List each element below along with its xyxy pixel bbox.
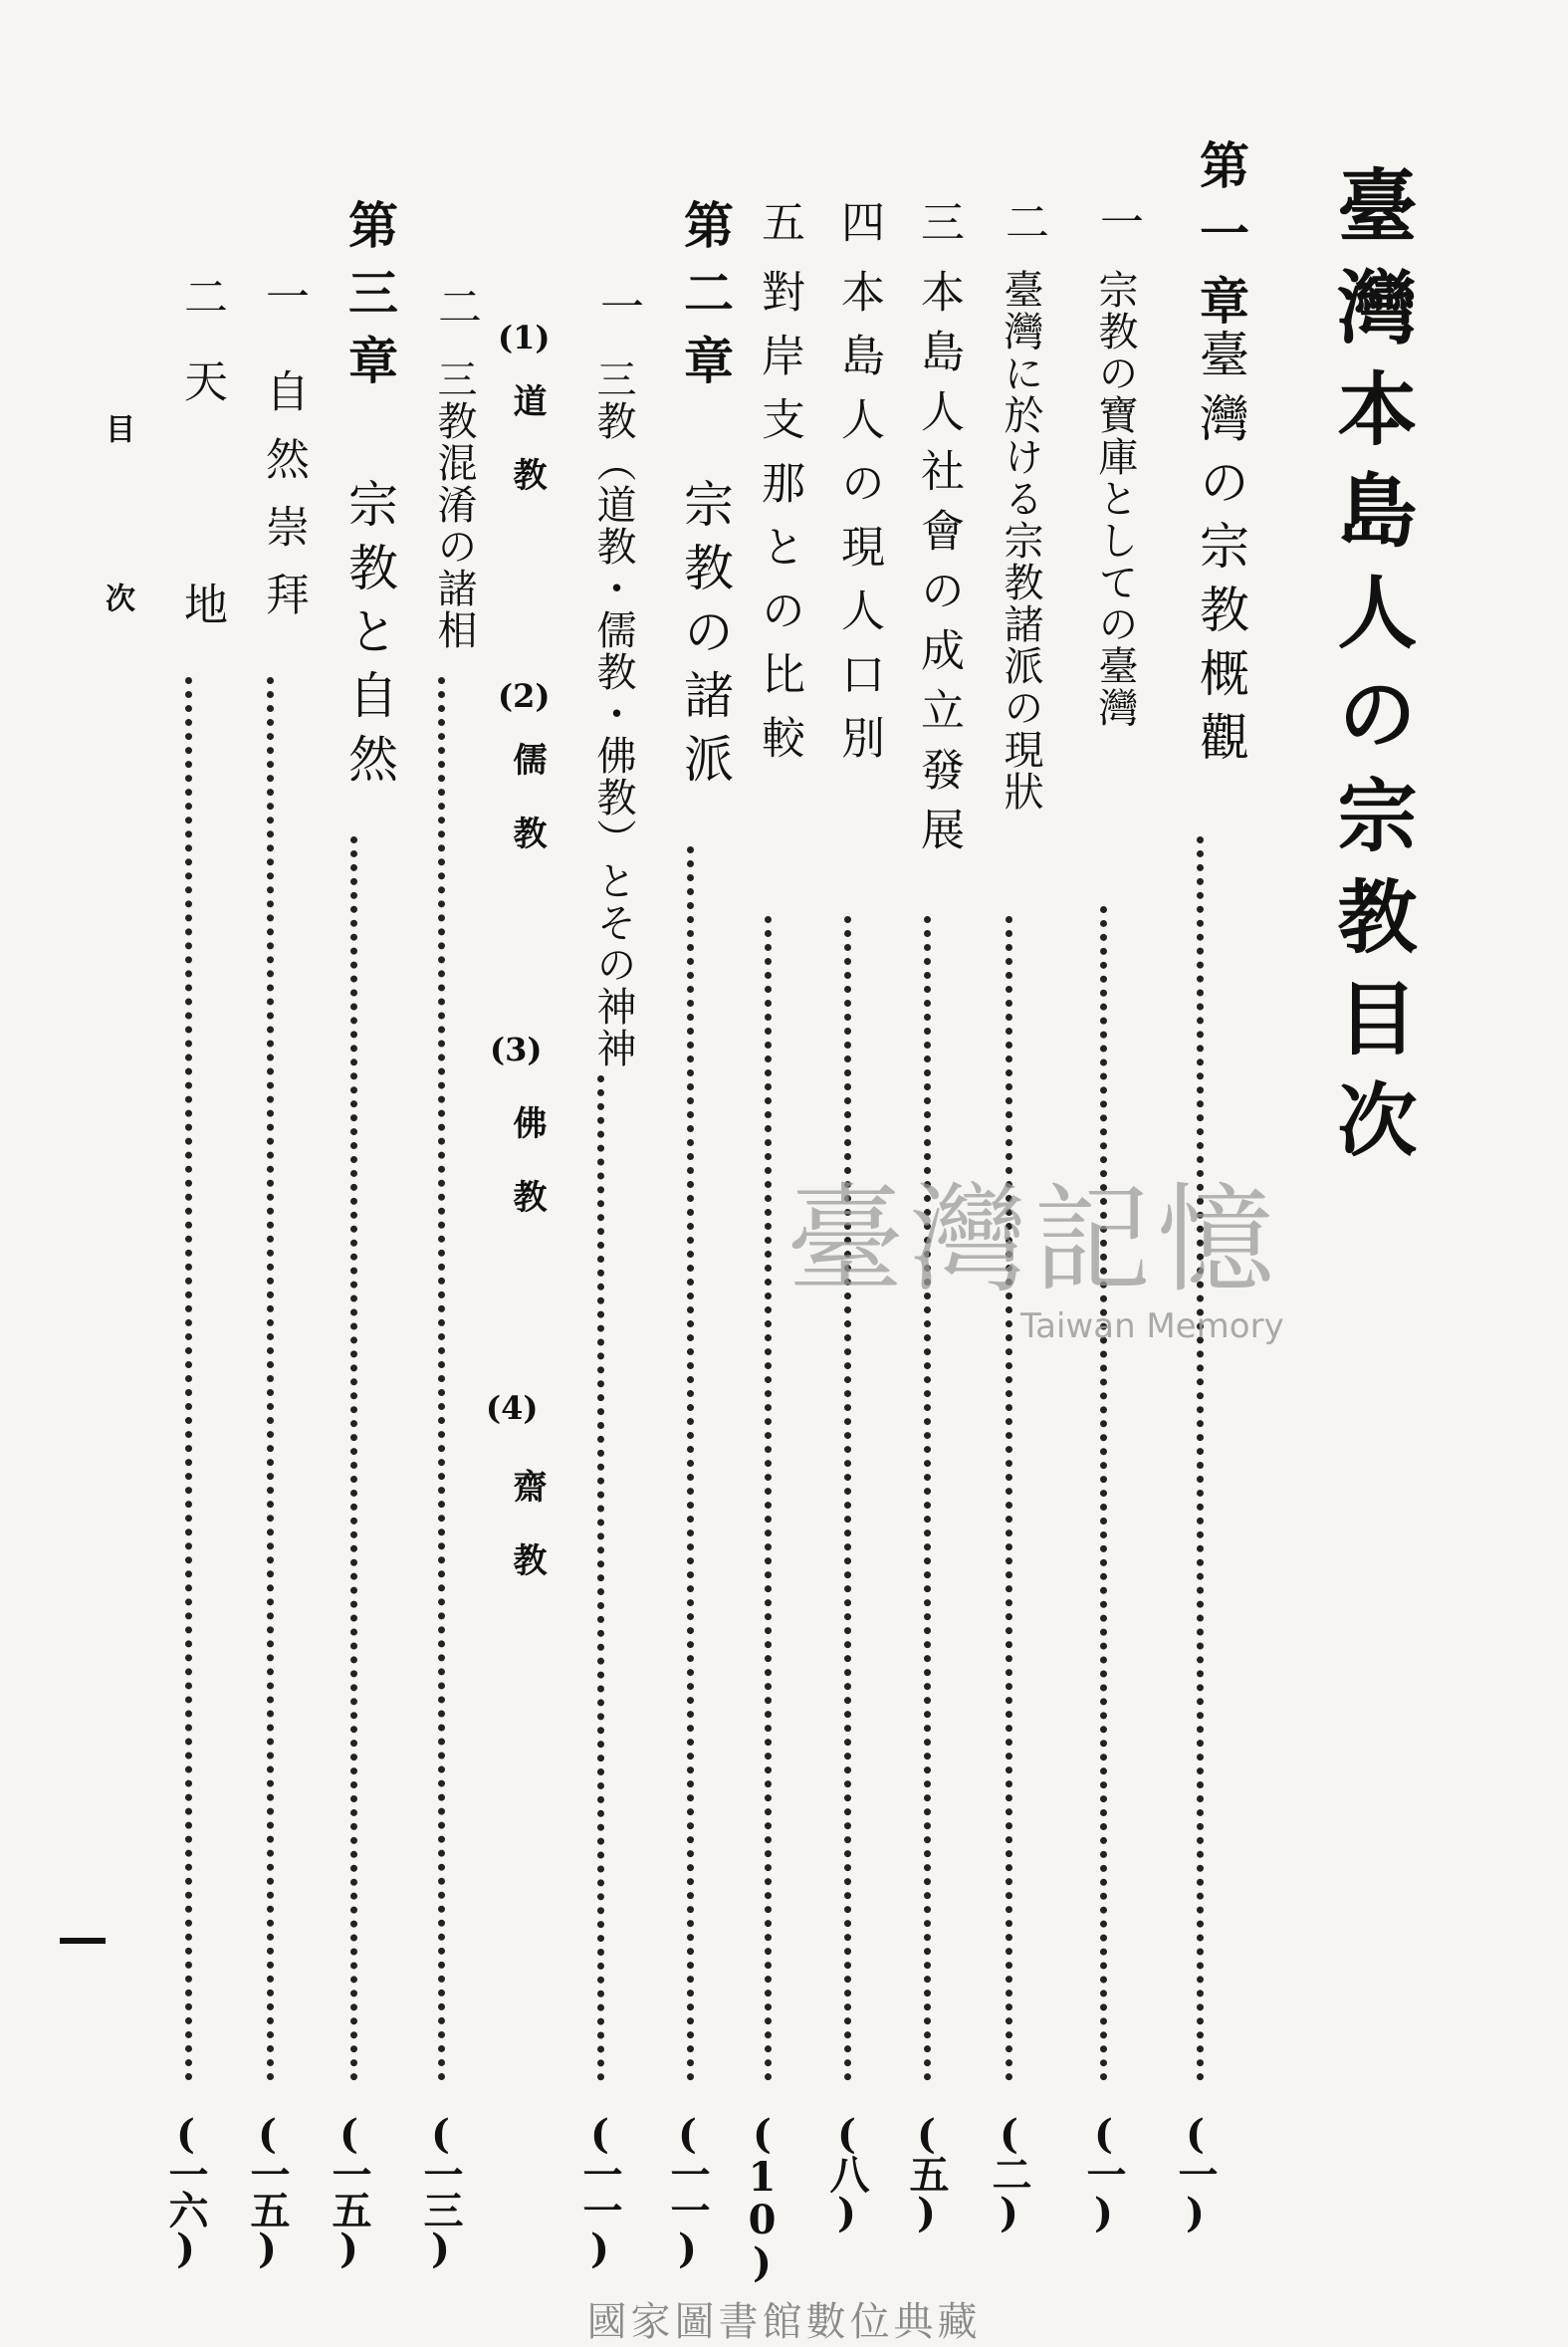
section-number: 二	[998, 199, 1048, 255]
folio-mark	[60, 1938, 106, 1944]
leader-dots	[350, 836, 357, 2081]
watermark-cjk: 臺灣記憶	[786, 1171, 1281, 1308]
subsection-number: (1)	[498, 319, 551, 356]
section-title: 天地	[176, 358, 227, 805]
leader-dots	[1197, 836, 1204, 2081]
chapter-3-page: (一五)	[326, 2111, 372, 2268]
section-page: (八)	[823, 2111, 870, 2232]
chapter-2-number: 第二章	[676, 199, 735, 402]
section-page: (一)	[1080, 2111, 1127, 2232]
section-title: 對岸支那との比較	[754, 269, 804, 779]
chapter-1-number: 第一章	[1192, 139, 1250, 343]
section-page: (一六)	[162, 2111, 209, 2268]
subsection-title: 儒教	[507, 742, 547, 889]
subsection-number: (3)	[490, 1031, 543, 1068]
section-number: 四	[833, 199, 884, 255]
leader-dots	[185, 677, 192, 2081]
subsection-number: (4)	[486, 1389, 539, 1427]
chapter-1-page: (一)	[1172, 2111, 1219, 2232]
leader-dots	[687, 846, 694, 2081]
subsection-title: 道教	[507, 383, 547, 531]
section-number: 三	[913, 199, 964, 255]
section-number: 一	[1092, 199, 1143, 255]
section-title: 三教混淆の諸相	[431, 358, 477, 651]
footer-credit: 國家圖書館數位典藏	[586, 2299, 982, 2345]
chapter-3-number: 第三章	[340, 199, 399, 402]
leader-dots	[597, 1075, 604, 2081]
subsection-title: 齋教	[507, 1469, 547, 1616]
section-number: 一	[258, 274, 309, 330]
section-title: 本島人社會の成立發展	[913, 269, 964, 866]
watermark-en: Taiwan Memory	[1020, 1306, 1284, 1346]
running-head: 目次	[100, 413, 134, 752]
leader-dots	[765, 916, 772, 2081]
section-number: 一	[592, 284, 643, 340]
section-number: 五	[754, 199, 804, 255]
chapter-2-page: (一一)	[664, 2111, 711, 2268]
section-title: 臺灣に於ける宗教諸派の現狀	[998, 269, 1043, 813]
subsection-title: 佛教	[507, 1105, 547, 1253]
subsection-number: (2)	[498, 677, 551, 715]
leader-dots	[1006, 916, 1012, 2081]
chapter-1-title: 臺灣の宗教概觀	[1192, 329, 1249, 775]
section-title: 本島人の現人口別	[833, 269, 884, 779]
section-page: (五)	[903, 2111, 950, 2232]
chapter-3-title: 宗教と自然	[340, 478, 398, 797]
section-page: (一三)	[417, 2111, 464, 2268]
section-page: (一一)	[576, 2111, 623, 2268]
leader-dots	[438, 677, 445, 2081]
section-title: 三教（道教・儒教・佛教）とその神神	[590, 358, 636, 1069]
leader-dots	[924, 916, 931, 2081]
chapter-2-title: 宗教の諸派	[676, 478, 734, 797]
leader-dots	[844, 916, 851, 2081]
section-page: (10)	[739, 2111, 785, 2282]
watermark	[786, 1145, 1284, 1346]
section-title: 自然崇拜	[258, 368, 309, 639]
section-number: 二	[430, 284, 481, 340]
section-number: 二	[176, 274, 227, 330]
section-page: (二)	[986, 2111, 1032, 2232]
section-page: (一五)	[244, 2111, 291, 2268]
section-title: 宗教の寶庫としての臺灣	[1092, 269, 1138, 729]
leader-dots	[1100, 906, 1107, 2081]
leader-dots	[267, 677, 274, 2081]
book-title: 臺灣本島人の宗教目次	[1324, 164, 1418, 1180]
